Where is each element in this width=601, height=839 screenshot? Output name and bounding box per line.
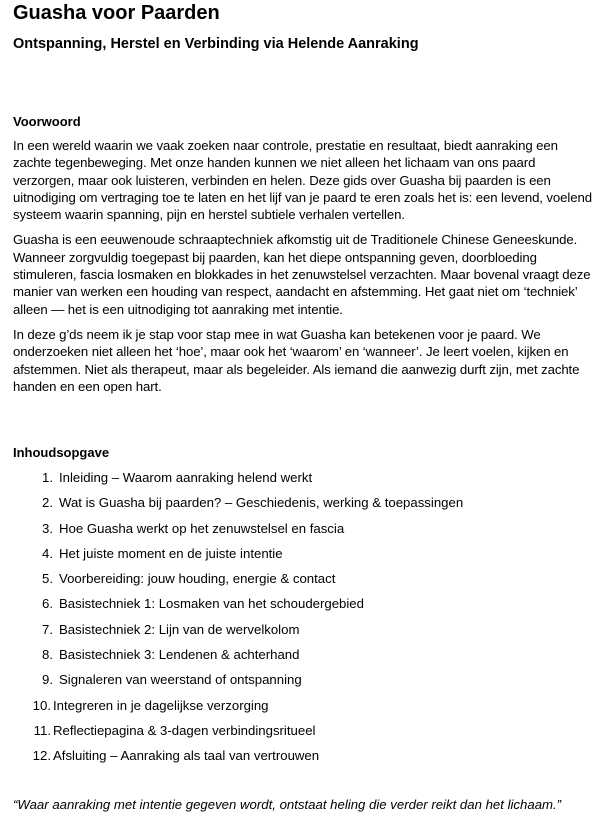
toc-item-number: 9. — [42, 672, 53, 688]
toc-item-label: Basistechniek 1: Losmaken van het schoudergebied — [59, 596, 364, 612]
toc-item-number: 6. — [42, 596, 53, 612]
foreword-paragraph: In een wereld waarin we vaak zoeken naar controle, prestatie en resultaat, biedt aanraking een zachte tegenbeweging. Met onze handen kunnen we niet alleen het lichaam van ons paard verzorgen, maar ook luisteren, verbinden en helen. Deze gids over Guasha bij paarden is een uitnodiging om vertraging toe te laten en het lijf van je paard te eren zoals het is: een levend, voelend systeem waarin spanning, pijn en herstel subtiele verhalen vertellen. — [13, 138, 592, 223]
toc-item-label: Basistechniek 3: Lendenen & achterhand — [59, 647, 300, 663]
toc-item-label: Wat is Guasha bij paarden? – Geschiedenis, werking & toepassingen — [59, 495, 464, 511]
toc-item-number: 4. — [42, 545, 53, 561]
toc-item-number: 10. — [32, 697, 51, 713]
toc-item-label: Reflectiepagina & 3-dagen verbindingsritueel — [53, 722, 316, 738]
toc-item-number: 7. — [42, 621, 53, 637]
foreword-paragraph: In deze g’ds neem ik je stap voor stap mee in wat Guasha kan betekenen voor je paard. We onderzoeken niet alleen het ‘hoe’, maar ook het ‘waarom’ en ‘wanneer’. Je leert voelen, kijken en afstemmen. Niet als therapeut, maar als begeleider. Als iemand die aanwezig durft zijn, met zachte handen en een open hart. — [13, 326, 580, 394]
toc-item-number: 5. — [42, 571, 53, 587]
toc-item — [13, 595, 463, 620]
toc-item — [13, 520, 463, 545]
toc-item — [13, 747, 463, 772]
toc-item-number: 1. — [42, 470, 53, 485]
toc-item-number: 8. — [42, 647, 53, 663]
toc-item — [13, 494, 463, 519]
toc-item — [13, 570, 463, 595]
toc-item-number: 3. — [42, 520, 53, 536]
toc-item — [13, 469, 463, 494]
toc-item-label: Signaleren van weerstand of ontspanning — [59, 672, 302, 688]
toc-item-label: Afsluiting – Aanraking als taal van vertrouwen — [53, 748, 320, 764]
toc-item-label: Integreren in je dagelijkse verzorging — [53, 697, 269, 713]
toc-item-number: 2. — [42, 495, 53, 511]
toc-item-number: 11. — [33, 722, 51, 738]
toc-item — [13, 697, 463, 722]
toc-item-label: Inleiding – Waarom aanraking helend werkt — [59, 470, 313, 485]
toc-item — [13, 545, 463, 570]
toc-item-label: Voorbereiding: jouw houding, energie & contact — [59, 571, 336, 587]
toc-item — [13, 646, 463, 671]
toc-item — [13, 722, 463, 747]
document-subtitle: Ontspanning, Herstel en Verbinding via Helende Aanraking — [13, 36, 419, 52]
foreword-heading: Voorwoord — [13, 114, 81, 129]
toc-item-number: 12. — [32, 748, 51, 764]
toc-item-label: Hoe Guasha werkt op het zenuwstelsel en fascia — [59, 520, 345, 536]
foreword-paragraph: Guasha is een eeuwenoude schraaptechniek afkomstig uit de Traditionele Chinese Geneeskunde. Wanneer zorgvuldig toegepast bij paarden, kan het diepe ontspanning geven, doorbloeding stimuleren, fascia losmaken en blokkades in het zenuwstelsel verzachten. Maar bovenal vraagt deze manier van werken een houding van respect, aandacht en afstemming. Het gaat niet om ‘techniek’ alleen — het is een uitnodiging tot aanraking met intentie. — [13, 232, 591, 317]
toc-item-label: Basistechniek 2: Lijn van de wervelkolom — [59, 621, 300, 637]
closing-quote: “Waar aanraking met intentie gegeven wordt, ontstaat heling die verder reikt dan het lichaam.” — [13, 797, 562, 812]
toc-list — [13, 469, 463, 773]
toc-item-label: Het juiste moment en de juiste intentie — [59, 545, 283, 561]
toc-item — [13, 621, 463, 646]
document-title: Guasha voor Paarden — [13, 2, 220, 24]
toc-heading: Inhoudsopgave — [13, 445, 110, 460]
toc-item — [13, 671, 463, 696]
foreword-section — [13, 137, 597, 403]
